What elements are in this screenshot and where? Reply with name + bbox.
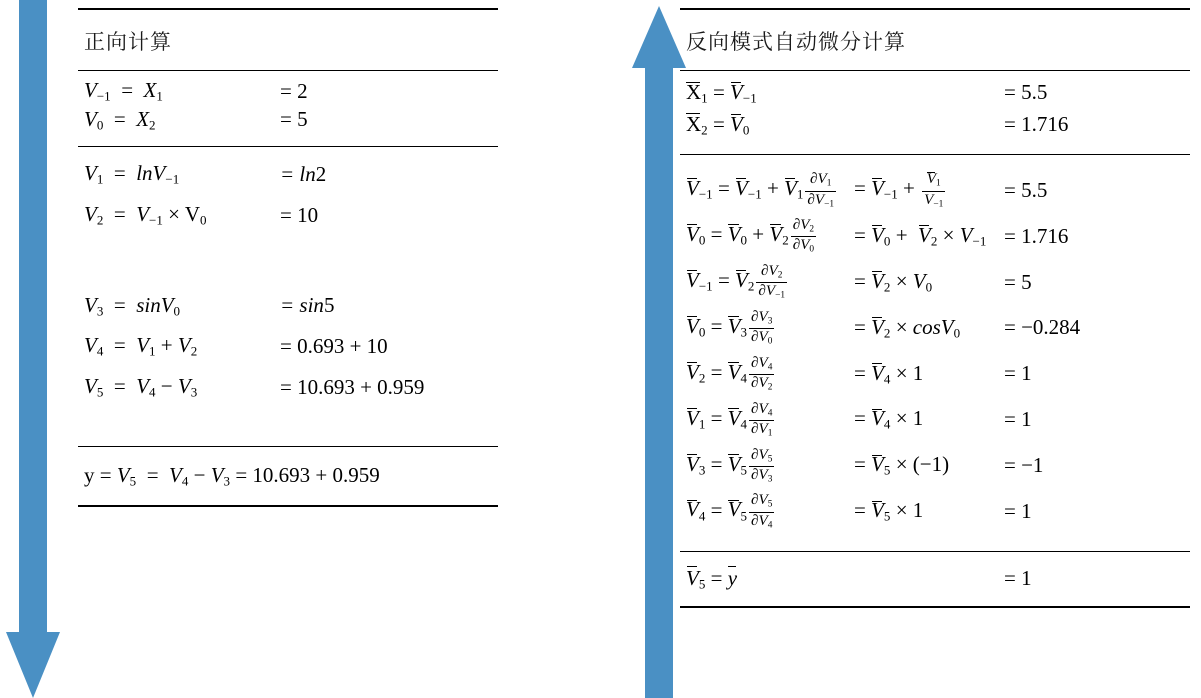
formula-rhs: = 0.693 + 10 — [280, 334, 388, 359]
formula-lhs: $X_1 = V_{-1}$ — [686, 80, 757, 106]
formula-row — [682, 305, 1190, 351]
formula-row — [80, 201, 498, 230]
formula-row — [80, 106, 498, 135]
formula-rhs: = 1 — [1004, 566, 1032, 591]
formula-row — [80, 153, 498, 189]
formula-rhs: = 10 — [280, 202, 319, 227]
formula-row — [682, 489, 1190, 535]
formula-row — [80, 77, 498, 106]
formula-rhs: = 1 — [1004, 407, 1032, 432]
formula-mid: = $V_5 \times (-1)$ — [854, 452, 950, 479]
formula-mid: = $V_{-1}$ + $\frac{V_1}{V_{-1}}$ — [854, 171, 944, 210]
formula-rhs: = 5.5 — [1004, 80, 1048, 105]
forward-inputs — [78, 71, 498, 138]
formula-lhs: $V_{-1} = V_{-1} + V_1$ $\frac{\partial V_1}{\partial V_{-1}}$ — [686, 171, 835, 210]
formula-rhs: = 5.5 — [1004, 177, 1048, 202]
formula-row — [682, 77, 1190, 109]
formula-lhs: $V_0 = V_0 + V_2$ $\frac{\partial V_2}{\partial V_0}$ — [686, 216, 815, 256]
forward-heading: 正向计算 — [84, 30, 172, 54]
upward-arrow — [632, 6, 686, 698]
formula-rhs: = sin5 — [280, 293, 335, 318]
formula-lhs: $V_4 = V_1 + V_2$ — [84, 333, 198, 359]
formula-row — [682, 213, 1190, 259]
formula-row — [682, 109, 1190, 141]
formula-rhs: = 1 — [1004, 499, 1032, 524]
forward-steps — [78, 147, 498, 445]
formula-lhs: $V_1 = V_4$ $\frac{\partial V_4}{\partial V_1}$ — [686, 400, 773, 439]
formula-row — [682, 397, 1190, 443]
divider-bottom — [680, 606, 1190, 608]
formula-mid: = $V_2 \times V_0$ — [854, 268, 933, 295]
formula-mid: = $V_2 \times \cos V_0$ — [854, 314, 961, 341]
formula-lhs: $V_{-1} = V_2$ $\frac{\partial V_2}{\partial V_{-1}}$ — [686, 262, 786, 301]
formula-mid: = $V_4 \times 1$ — [854, 406, 924, 433]
formula-rhs: = 1 — [1004, 361, 1032, 386]
reverse-summary — [680, 552, 1190, 607]
formula-lhs: $V_3 = \sin V_0$ — [84, 292, 181, 319]
formula-lhs: $V_2 = V_4$ $\frac{\partial V_4}{\partial V_2}$ — [686, 354, 773, 393]
formula-lhs: $V_5 = y$ — [686, 565, 738, 592]
formula-row — [682, 351, 1190, 397]
formula-rhs: = ln2 — [280, 162, 327, 187]
formula-row — [80, 373, 498, 402]
formula-lhs: $X_2 = V_0$ — [686, 111, 750, 138]
formula-lhs: $V_0 = X_2$ — [84, 106, 156, 133]
formula-lhs: $V_{-1} = X_1$ — [84, 78, 163, 104]
forward-summary: $y = V_5 = V_4 - V_3 = 10.693 + 0.959$ — [84, 462, 380, 489]
reverse-steps — [680, 155, 1190, 550]
formula-lhs: $V_2 = V_{-1} \times V_0$ — [84, 201, 207, 228]
formula-rhs: = −0.284 — [1004, 315, 1081, 340]
formula-lhs: $V_1 = \ln V_{-1}$ — [84, 161, 180, 187]
downward-arrow — [6, 0, 60, 698]
formula-lhs: $V_0 = V_3$ $\frac{\partial V_3}{\partial V_0}$ — [686, 308, 773, 347]
formula-row — [682, 443, 1190, 489]
formula-row — [80, 332, 498, 361]
forward-pass-panel — [78, 8, 498, 507]
formula-row — [682, 161, 1190, 213]
formula-rhs: = 2 — [280, 78, 308, 103]
formula-row — [682, 259, 1190, 305]
formula-row — [80, 292, 498, 321]
divider-bottom — [78, 505, 498, 507]
formula-lhs: $V_5 = V_4 - V_3$ — [84, 373, 198, 400]
formula-rhs: = 5 — [1004, 269, 1032, 294]
formula-mid: = $V_0 + V_2 \times V_{-1}$ — [854, 222, 987, 249]
formula-lhs: $V_4 = V_5$ $\frac{\partial V_5}{\partial V_4}$ — [686, 492, 773, 531]
reverse-outputs — [680, 71, 1190, 144]
reverse-heading: 反向模式自动微分计算 — [686, 30, 906, 54]
formula-mid: = $V_4 \times 1$ — [854, 360, 924, 387]
formula-rhs: = 1.716 — [1004, 223, 1069, 248]
formula-mid: = $V_5 \times 1$ — [854, 498, 924, 524]
formula-rhs: = 1.716 — [1004, 111, 1069, 136]
formula-rhs: = −1 — [1004, 453, 1044, 478]
formula-rhs: = 10.693 + 0.959 — [280, 374, 425, 399]
formula-lhs: $V_3 = V_5$ $\frac{\partial V_5}{\partial V_3}$ — [686, 446, 773, 485]
formula-rhs: = 5 — [280, 107, 308, 132]
reverse-pass-panel — [680, 8, 1190, 608]
